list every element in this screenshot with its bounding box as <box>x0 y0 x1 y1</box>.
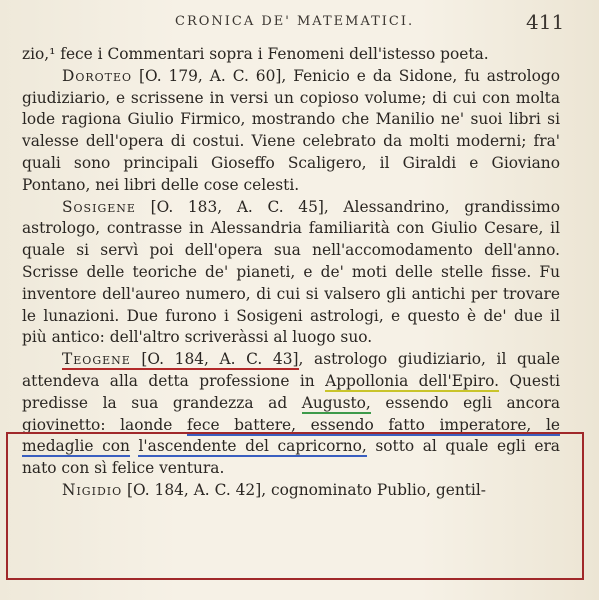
entry-name-teogene: Teogene <box>62 350 131 369</box>
page-header <box>0 10 599 36</box>
entry-text-teogene-2: Questi predisse la sua grandezza ad <box>22 371 560 412</box>
entry-text-teogene-1: , astrologo giudiziario, il quale attendeva alla detta professione in <box>22 350 560 390</box>
entry-name-nigidio: Nigidio <box>62 480 123 499</box>
paragraph-doroteo <box>22 66 560 197</box>
underline-yellow-place: Appollonia dell'Epiro. <box>325 371 499 390</box>
underline-blue-ascendente: l'ascendente del capricorno, <box>138 437 367 456</box>
entry-text-sosigene: [O. 183, A. C. 45], Alessandrino, grandissimo astrologo, contrasse in Alessandria familiarità con Giulio Cesare, il quale si servì poi dell'opera sua nell'accomodamento dell'anno. Scrisse delle teoriche de' pianeti, e de' moti delle stelle fisse. Fu inventore dell'aureo numero, di cui si valsero gli antichi per trovare le lunazioni. Due furono i Sosigeni astrologi, e questo è de' due il più antico: dell'altro scriveràssi al luogo suo. <box>22 197 560 347</box>
running-title: CRONICA DE' MATEMATICI. <box>175 14 415 29</box>
underline-green-augusto: Augusto, <box>301 393 371 412</box>
entry-text-nigidio: [O. 184, A. C. 42], cognominato Publio, gentil- <box>122 480 486 499</box>
entry-text-teogene-3: essendo egli ancora giovinetto: laonde <box>22 393 560 434</box>
annotation-box <box>6 432 584 580</box>
entry-ref-teogene: [O. 184, A. C. 43] <box>130 350 299 369</box>
paragraph-continuation: zio,¹ fece i Commentari sopra i Fenomeni dell'istesso poeta. <box>22 45 489 63</box>
entry-text-teogene-5: sotto al quale egli era nato con sì felice ventura. <box>22 437 560 478</box>
paragraph-sosigene <box>22 197 560 350</box>
page-number: 411 <box>526 10 565 34</box>
underline-red-teogene <box>62 350 299 370</box>
underline-blue-fece-battere: fece battere, essendo fatto imperatore, le medaglie con <box>22 415 560 456</box>
entry-name-sosigene: Sosigene <box>62 197 136 216</box>
entry-name-doroteo: Doroteo <box>62 66 133 85</box>
entry-text-doroteo: [O. 179, A. C. 60], Fenicio e da Sidone, fu astrologo giudiziario, e scrissene in versi un copioso volume; di cui con molta lode ragiona Giulio Firmico, mostrando che Manilio ne' suoi libri si valesse dell'opera di costui. Viene celebrato da molti moderni; fra' quali sono principali Gioseffo Scaligero, il Giraldi e Gioviano Pontano, nei libri delle cose celesti. <box>22 66 560 194</box>
